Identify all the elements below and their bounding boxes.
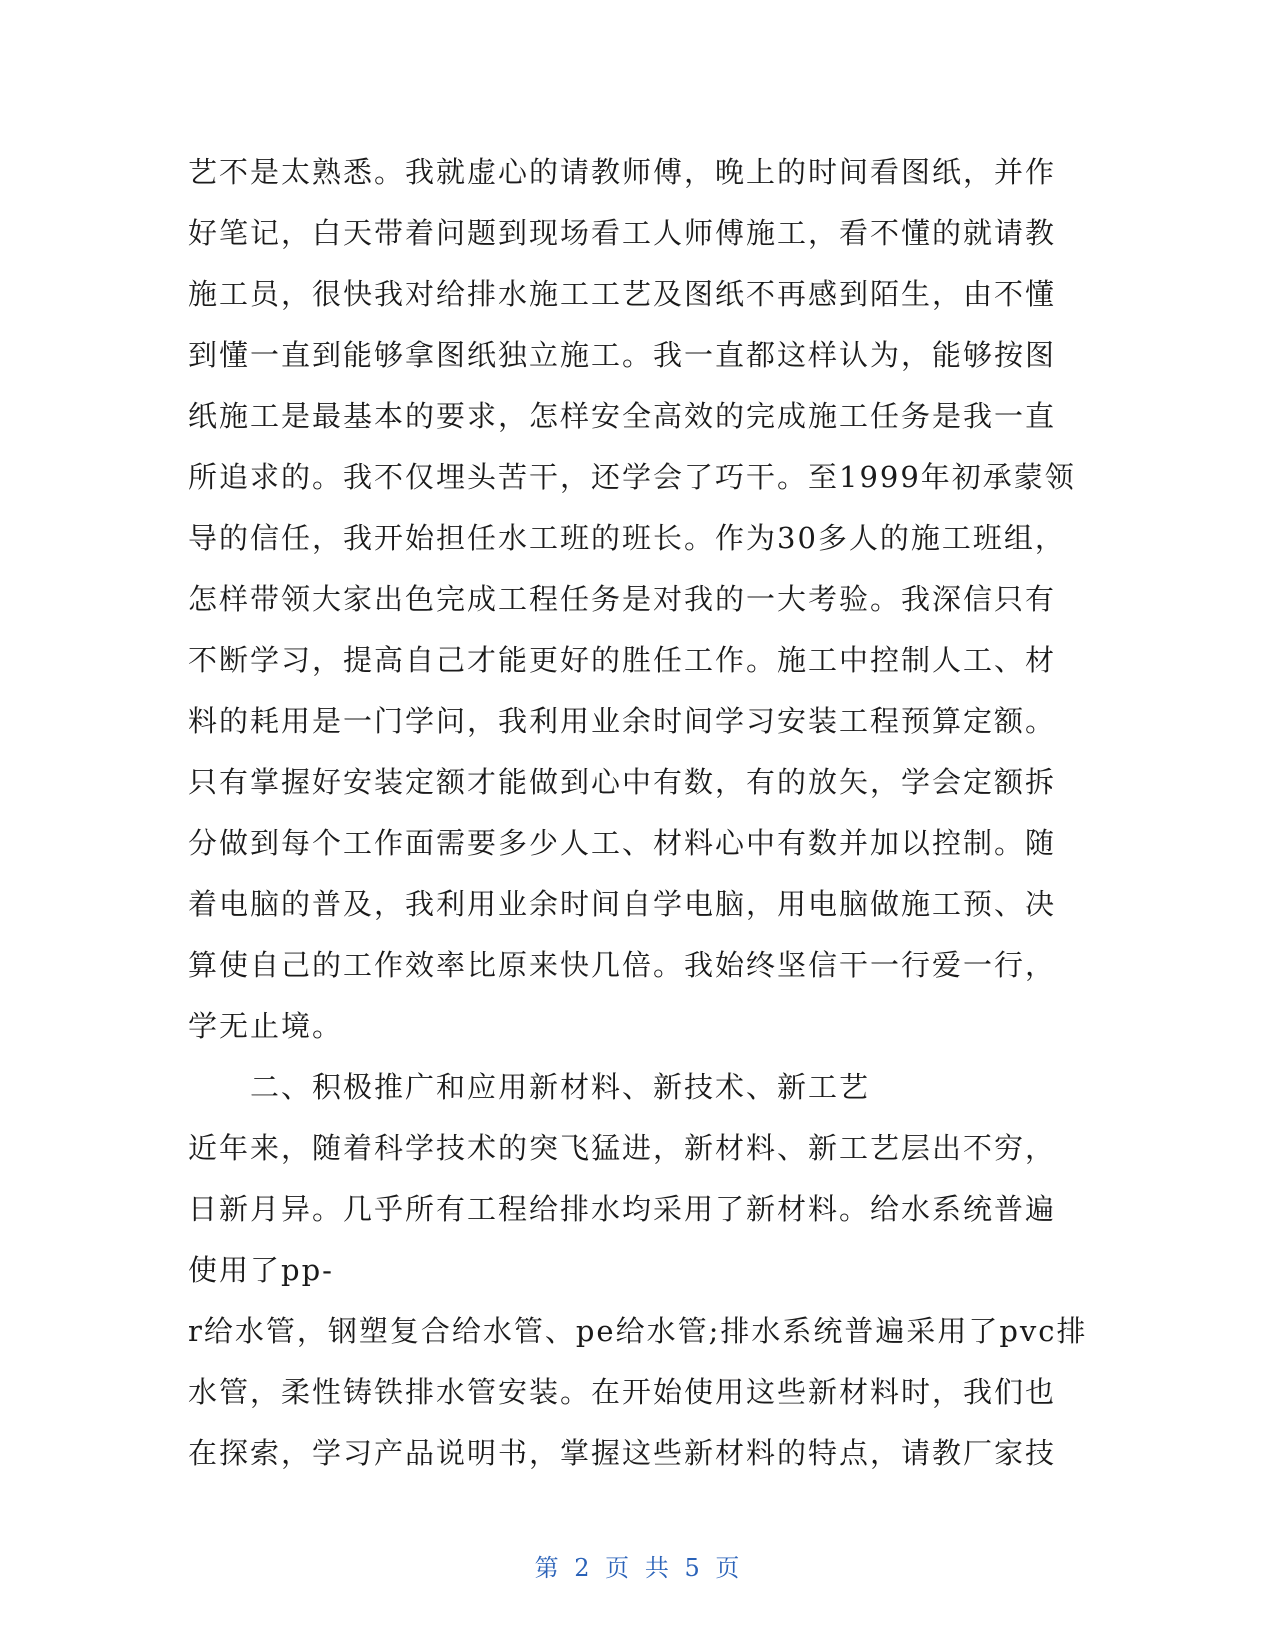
text-line: 算使自己的工作效率比原来快几倍。我始终坚信干一行爱一行， <box>188 948 1057 982</box>
text-line: 使用了pp- <box>188 1253 334 1287</box>
text-line: 着电脑的普及，我利用业余时间自学电脑，用电脑做施工预、决 <box>188 887 1057 921</box>
text-line: 纸施工是最基本的要求，怎样安全高效的完成施工任务是我一直 <box>188 399 1057 433</box>
footer-suffix: 页 <box>715 1554 741 1582</box>
text-line: 日新月异。几乎所有工程给排水均采用了新材料。给水系统普遍 <box>188 1192 1057 1226</box>
footer-page-word: 页 <box>605 1554 631 1582</box>
text-line: 学无止境。 <box>188 1009 344 1043</box>
text-line: 艺不是太熟悉。我就虚心的请教师傅，晚上的时间看图纸，并作 <box>188 155 1057 189</box>
text-line: 施工员，很快我对给排水施工工艺及图纸不再感到陌生，由不懂 <box>188 277 1057 311</box>
section-heading: 二、积极推广和应用新材料、新技术、新工艺 <box>250 1070 871 1104</box>
text-line: 导的信任，我开始担任水工班的班长。作为30多人的施工班组， <box>188 521 1066 555</box>
text-line: 不断学习，提高自己才能更好的胜任工作。施工中控制人工、材 <box>188 643 1057 677</box>
text-line: 只有掌握好安装定额才能做到心中有数，有的放矢，学会定额拆 <box>188 765 1057 799</box>
footer-total-prefix: 共 <box>644 1554 670 1582</box>
text-line: 近年来，随着科学技术的突飞猛进，新材料、新工艺层出不穷， <box>188 1131 1057 1165</box>
text-line: 分做到每个工作面需要多少人工、材料心中有数并加以控制。随 <box>188 826 1057 860</box>
text-line: 好笔记，白天带着问题到现场看工人师傅施工，看不懂的就请教 <box>188 216 1057 250</box>
text-line: 怎样带领大家出色完成工程任务是对我的一大考验。我深信只有 <box>188 582 1057 616</box>
page-footer <box>0 1548 1275 1583</box>
text-line: 在探索，学习产品说明书，掌握这些新材料的特点，请教厂家技 <box>188 1436 1057 1470</box>
text-line: r给水管，钢塑复合给水管、pe给水管;排水系统普遍采用了pvc排 <box>188 1314 1088 1348</box>
document-body <box>188 142 1088 1484</box>
text-line: 水管，柔性铸铁排水管安装。在开始使用这些新材料时，我们也 <box>188 1375 1057 1409</box>
footer-prefix: 第 <box>534 1554 560 1582</box>
text-line: 到懂一直到能够拿图纸独立施工。我一直都这样认为，能够按图 <box>188 338 1057 372</box>
current-page-number: 2 <box>574 1554 591 1582</box>
text-line: 料的耗用是一门学问，我利用业余时间学习安装工程预算定额。 <box>188 704 1057 738</box>
text-line: 所追求的。我不仅埋头苦干，还学会了巧干。至1999年初承蒙领 <box>188 460 1076 494</box>
total-pages-number: 5 <box>684 1554 701 1582</box>
